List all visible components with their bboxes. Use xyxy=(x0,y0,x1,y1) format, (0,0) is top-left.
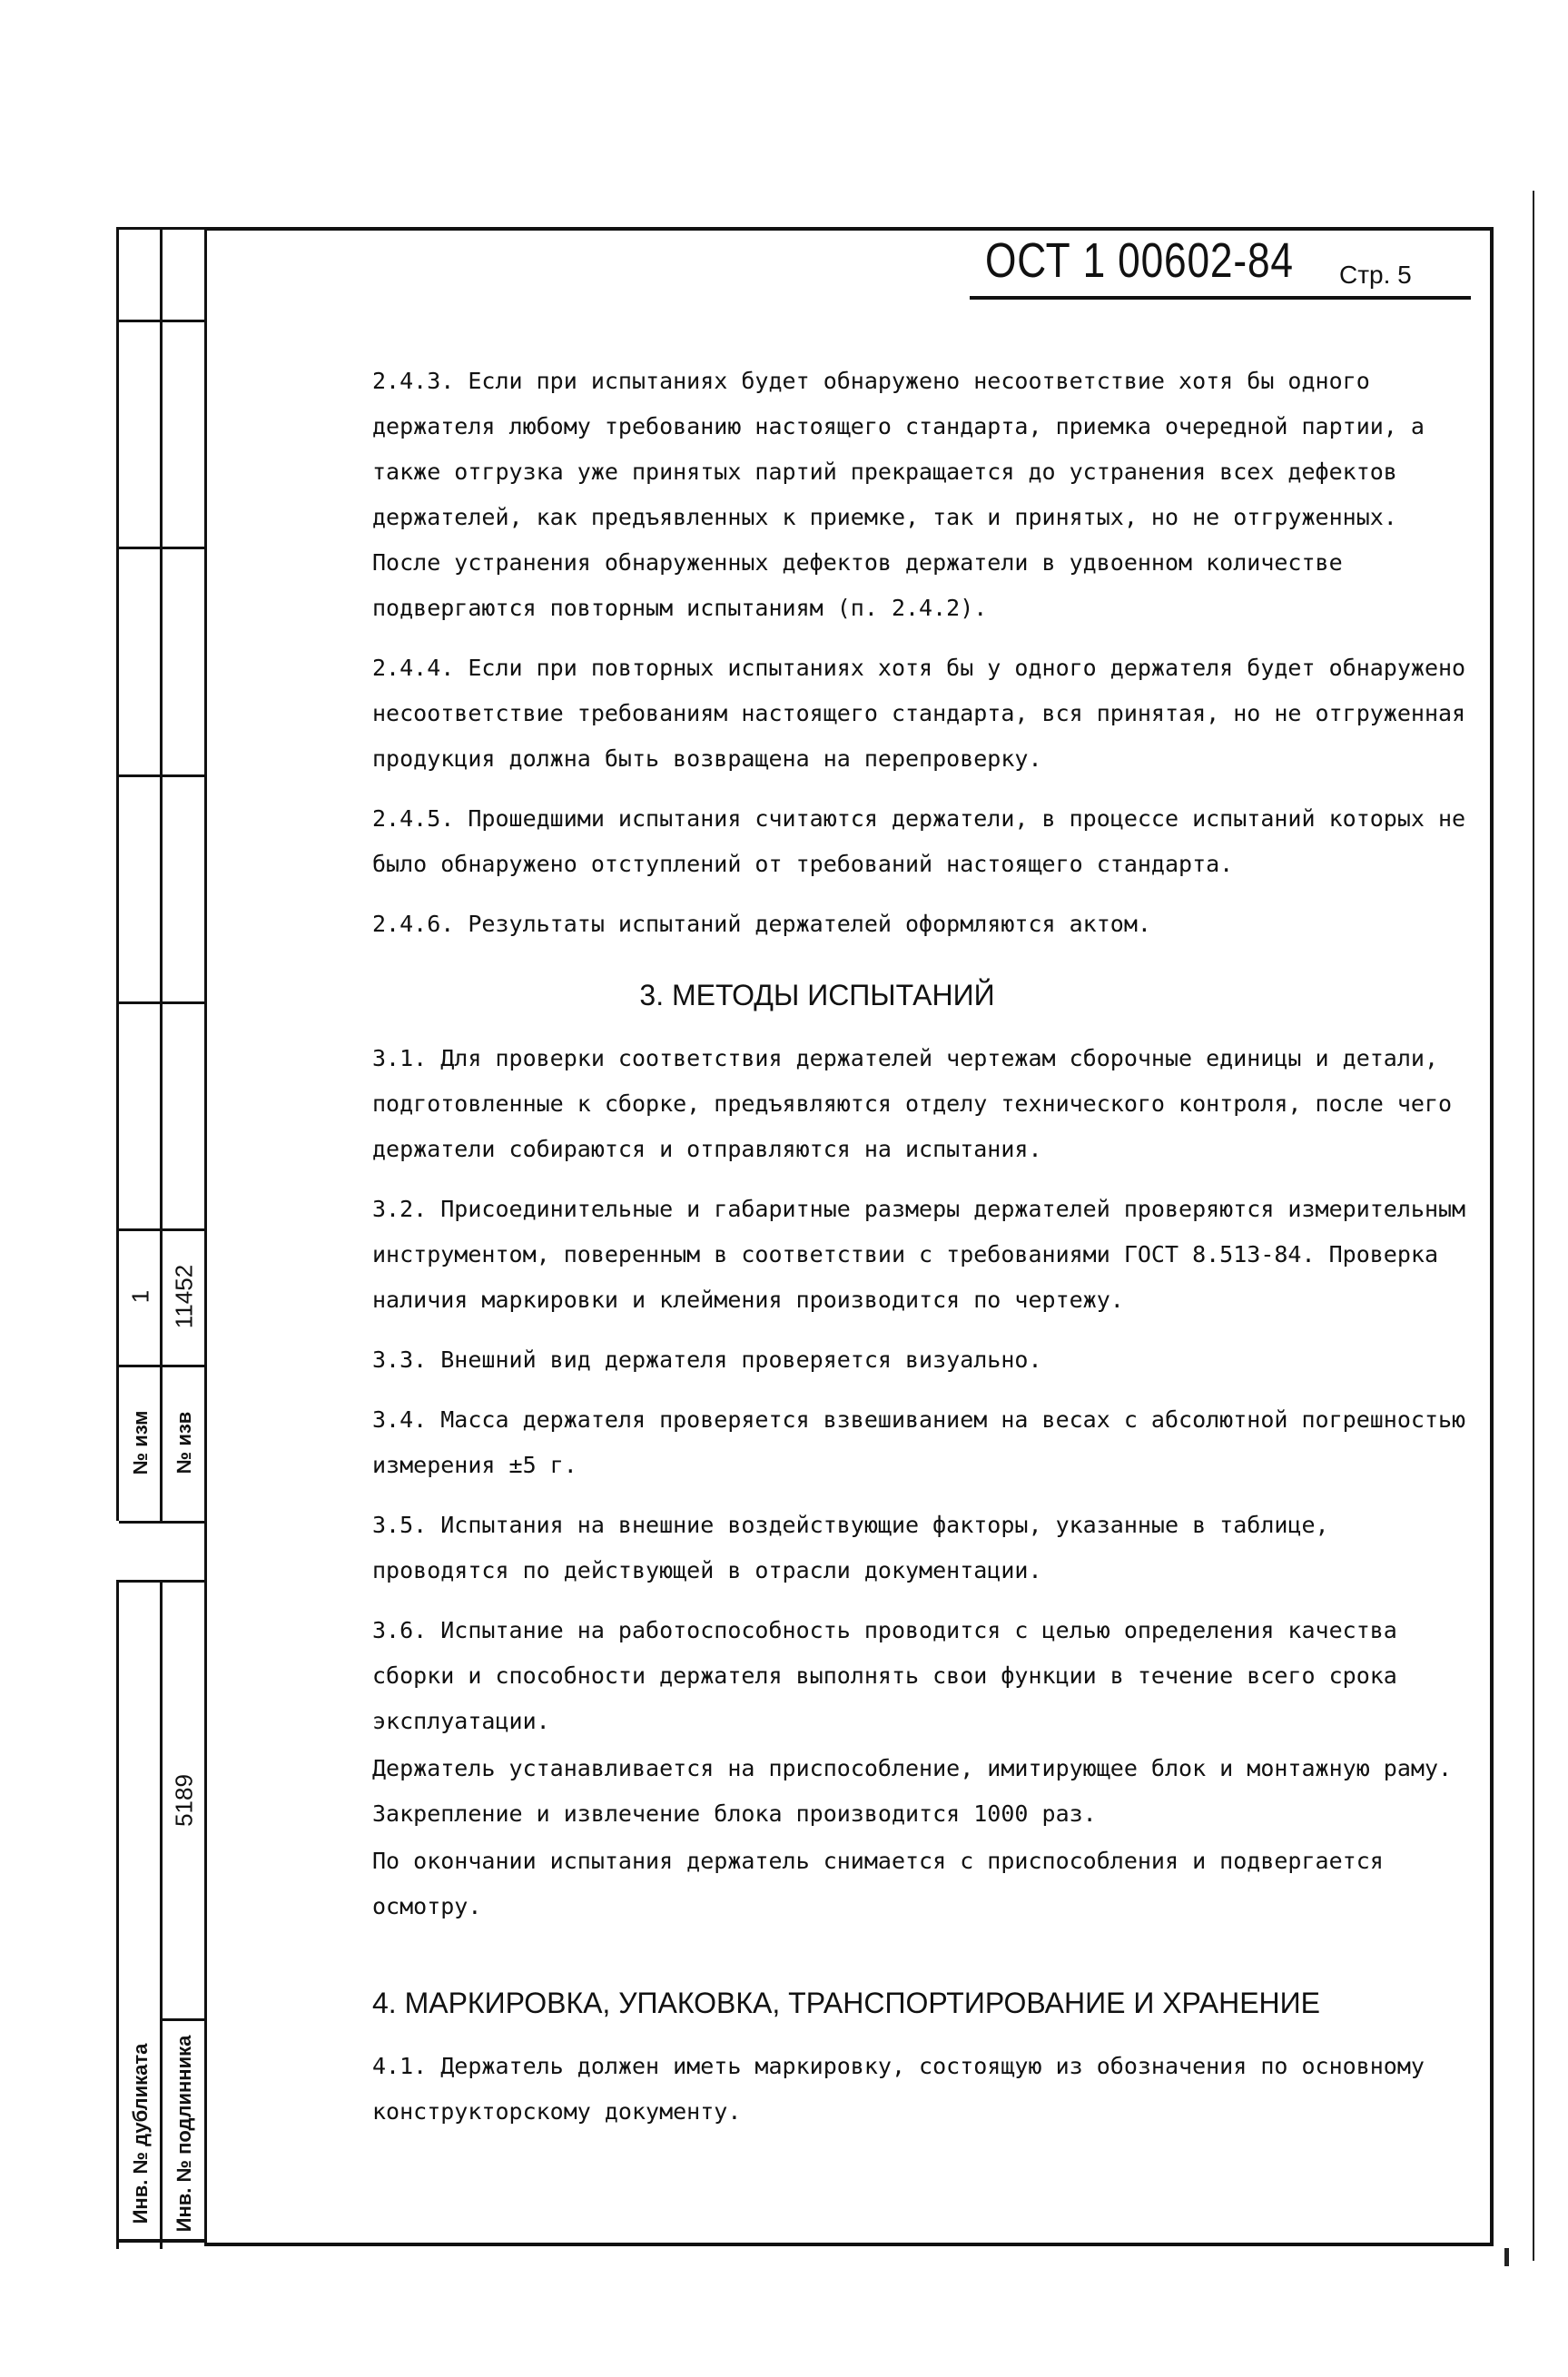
document-body xyxy=(309,359,1471,2149)
clause-4-1: 4.1. Держатель должен иметь маркировку, состоящую из обозначения по основному конструкторскому документу. xyxy=(372,2053,1425,2125)
original-inventory-column xyxy=(160,1580,206,2249)
page-edge-line xyxy=(1533,191,1534,2261)
clause-2-4-6: 2.4.6. Результаты испытаний держателей оформляются актом. xyxy=(372,911,1151,937)
clause-3-4: 3.4. Масса держателя проверяется взвешиванием на весах с абсолютной погрешностью измерения ±5 г. xyxy=(372,1406,1466,1478)
clause-2-4-4: 2.4.4. Если при повторных испытаниях хотя бы у одного держателя будет обнаружено несоответствие требованиям настоящего стандарта, вся принятая, но не отгруженная продукция должна быть возвращена на перепроверку. xyxy=(372,655,1466,772)
notice-number-value: 11452 xyxy=(170,1264,198,1329)
duplicate-inventory-label: Инв. № дубликата xyxy=(129,2043,152,2224)
section-3-title: 3. МЕТОДЫ ИСПЫТАНИЙ xyxy=(639,979,995,1011)
stamp-column-right xyxy=(160,227,206,1521)
clause-3-2: 3.2. Присоединительные и габаритные размеры держателей проверяются измерительным инструментом, поверенным в соответствии с требованиями ГОСТ 8.513-84. Проверка наличия маркировки и клеймения производится по чертежу. xyxy=(372,1196,1466,1313)
clause-3-6: 3.6. Испытание на работоспособность проводится с целью определения качества сборки и способности держателя выполнять свои функции в течение всего срока эксплуатации. xyxy=(372,1617,1397,1734)
header-underline xyxy=(970,296,1471,300)
stamp-bottom-line xyxy=(116,2239,204,2243)
clause-3-6-procedure: Держатель устанавливается на приспособление, имитирующее блок и монтажную раму. Закрепление и извлечение блока производится 1000 раз. xyxy=(372,1755,1453,1827)
notice-number-label: № изв xyxy=(173,1411,195,1475)
change-number-label: № изм xyxy=(129,1410,152,1475)
original-inventory-value: 5189 xyxy=(170,1774,198,1827)
clause-3-1: 3.1. Для проверки соответствия держателей чертежам сборочные единицы и детали, подготовленные к сборке, предъявляются отделу технического контроля, после чего держатели собираются и отправляются на испытания. xyxy=(372,1045,1453,1162)
clause-2-4-5: 2.4.5. Прошедшими испытания считаются держатели, в процессе испытаний которых не было обнаружено отступлений от требований настоящего стандарта. xyxy=(372,805,1466,877)
change-number-value: 1 xyxy=(126,1289,154,1304)
clause-2-4-3: 2.4.3. Если при испытаниях будет обнаружено несоответствие хотя бы одного держателя любому требованию настоящего стандарта, приемка очередной партии, а также отгрузка уже принятых партий прекращается до устранения всех дефектов держателей, как предъявленных к приемке, так и принятых, но не отгруженных. После устранения обнаруженных дефектов держатели в удвоенном количестве подвергаются повторным испытаниям (п. 2.4.2). xyxy=(372,368,1425,621)
revision-stamp xyxy=(116,227,204,2246)
page-number: Стр. 5 xyxy=(1339,261,1412,289)
clause-3-3: 3.3. Внешний вид держателя проверяется визуально. xyxy=(372,1346,1042,1373)
clause-3-6-inspection: По окончании испытания держатель снимается с приспособления и подвергается осмотру. xyxy=(372,1848,1384,1919)
stamp-column-left xyxy=(116,227,163,1521)
original-inventory-label: Инв. № подлинника xyxy=(173,2035,195,2233)
duplicate-inventory-column xyxy=(116,1580,163,2249)
document-code: ОСТ 1 00602-84 xyxy=(985,233,1294,288)
clause-3-5: 3.5. Испытания на внешние воздействующие факторы, указанные в таблице, проводятся по действующей в отрасли документации. xyxy=(372,1512,1329,1583)
page-edge-tick xyxy=(1504,2248,1509,2266)
section-4-title: 4. МАРКИРОВКА, УПАКОВКА, ТРАНСПОРТИРОВАНИЕ И ХРАНЕНИЕ xyxy=(372,1987,1320,2019)
